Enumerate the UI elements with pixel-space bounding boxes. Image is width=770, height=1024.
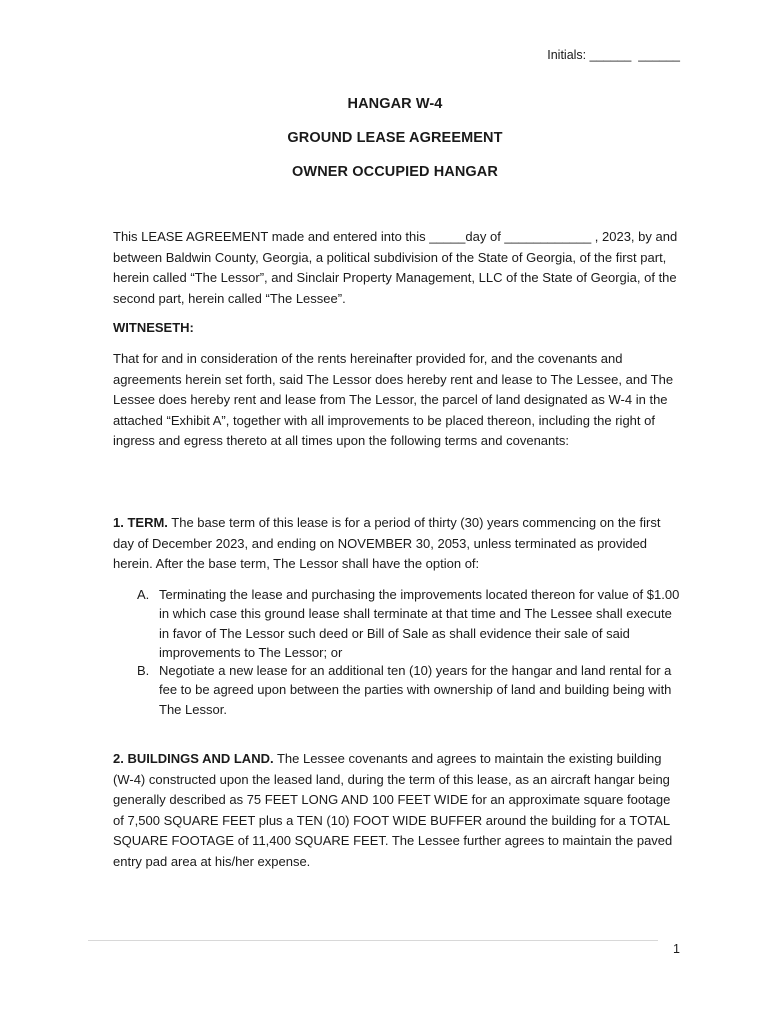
page-number: 1 — [673, 942, 680, 956]
document-subtitle-2: OWNER OCCUPIED HANGAR — [292, 164, 498, 180]
list-item-text: Terminating the lease and purchasing the improvements located thereon for value of $1.00 in which case this ground lease shall terminate at that time and The Lessee shall execute in favor of The Lessor such deed or Bill of Sale as shall evidence their sale of said improvements to The Lessor; or — [159, 587, 680, 660]
section-buildings-heading: 2. BUILDINGS AND LAND. — [113, 751, 274, 766]
section-term-body: The base term of this lease is for a period of thirty (30) years commencing on the first day of December 2023, and ending on NOVEMBER 30, 2053, unless terminated as provided herein. After the base term, The Lessor shall have the option of: — [113, 515, 661, 572]
witneseth-paragraph: That for and in consideration of the rents hereinafter provided for, and the covenants and agreements herein set forth, said The Lessor does hereby rent and lease to The Lessee, and The Lessee does hereby rent and lease from The Lessor, the parcel of land designated as W-4 in the attached “Exhibit A”, together with all improvements to be placed thereon, including the right of ingress and egress thereto at all times upon the following terms and covenants: — [113, 351, 674, 449]
section-term — [113, 513, 683, 575]
list-marker: A. — [137, 587, 150, 602]
list-item — [137, 661, 682, 719]
intro-paragraph: This LEASE AGREEMENT made and entered into this _____day of ____________ , 2023, by and between Baldwin County, Georgia, a political subdivision of the State of Georgia, of the first part, herein called “The Lessor”, and Sinclair Property Management, LLC of the State of Georgia, of the second part, herein called “The Lessee”. — [113, 229, 678, 306]
document-title: HANGAR W-4 — [347, 96, 443, 112]
section-term-heading: 1. TERM. — [113, 515, 168, 530]
list-marker: B. — [137, 663, 150, 678]
witneseth-heading — [113, 318, 683, 339]
list-item-text: Negotiate a new lease for an additional ten (10) years for the hangar and land rental for a fee to be agreed upon between the parties with ownership of land and building being with The Lessor. — [159, 663, 672, 717]
initials-line: Initials: ______ ______ — [547, 48, 680, 62]
section-buildings-body: The Lessee covenants and agrees to maintain the existing building (W-4) constructed upon the leased land, during the term of this lease, as an aircraft hangar being generally described as 75 FEET LONG AND 100 FEET WIDE for an approximate square footage of 7,500 SQUARE FEET plus a TEN (10) FOOT WIDE BUFFER around the building for a TOTAL SQUARE FOOTAGE of 11,400 SQUARE FEET. The Lessee further agrees to maintain the paved entry pad area at his/her expense. — [113, 751, 673, 869]
footer-divider — [88, 940, 658, 941]
section-buildings-land — [113, 749, 683, 873]
list-item — [137, 585, 682, 662]
witneseth-heading-text: WITNESETH: — [113, 320, 194, 335]
document-subtitle: GROUND LEASE AGREEMENT — [287, 130, 503, 146]
